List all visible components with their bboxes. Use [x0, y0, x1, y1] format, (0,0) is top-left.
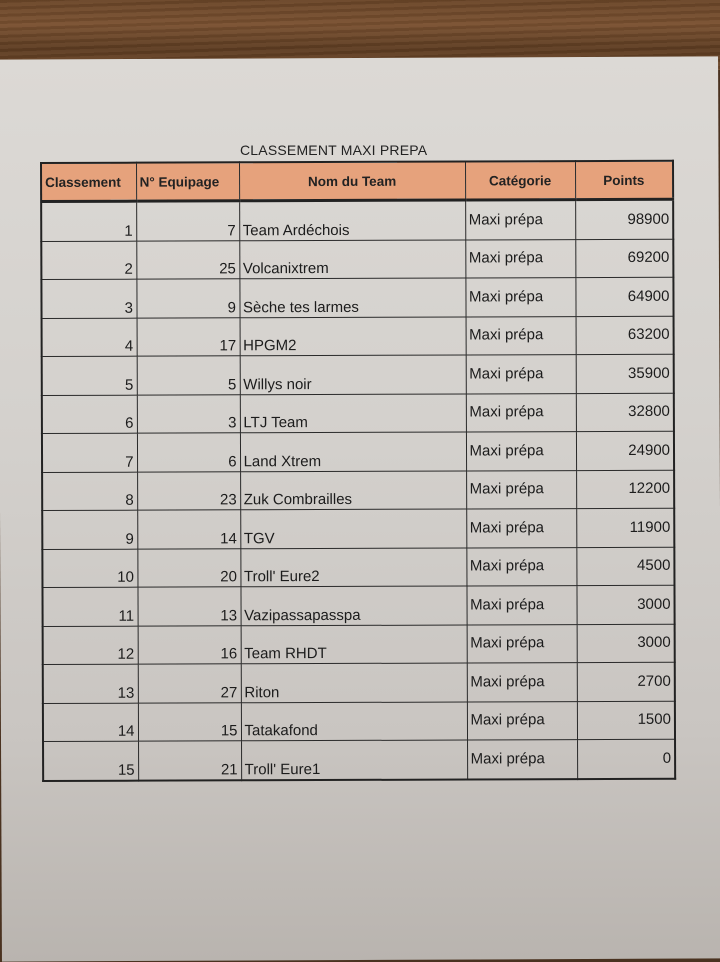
points-cell: 12200	[576, 470, 674, 509]
team-name-cell: HPGM2	[240, 317, 466, 356]
rank-cell: 2	[41, 241, 136, 280]
category-cell: Maxi prépa	[466, 316, 576, 355]
rank-cell: 13	[43, 664, 138, 703]
column-header-points: Points	[575, 161, 673, 200]
team-name-cell: Zuk Combrailles	[240, 471, 466, 510]
team-name-cell: Willys noir	[240, 355, 466, 394]
crew-number-cell: 21	[138, 741, 241, 780]
team-name-cell: Riton	[241, 663, 467, 702]
crew-number-cell: 13	[137, 587, 240, 626]
rank-cell: 8	[42, 472, 137, 511]
crew-number-cell: 17	[137, 317, 240, 356]
points-cell: 3000	[576, 585, 674, 624]
points-cell: 0	[577, 739, 675, 778]
column-header-categorie: Catégorie	[465, 161, 575, 200]
category-cell: Maxi prépa	[465, 239, 575, 278]
rank-cell: 11	[42, 587, 137, 626]
team-name-cell: Team RHDT	[241, 625, 467, 664]
team-name-cell: Vazipassapasspa	[240, 586, 466, 625]
rank-cell: 10	[42, 549, 137, 588]
crew-number-cell: 5	[137, 356, 240, 395]
table-row	[43, 624, 675, 665]
crew-number-cell: 20	[137, 548, 240, 587]
category-cell: Maxi prépa	[467, 663, 577, 702]
crew-number-cell: 15	[138, 702, 241, 741]
category-cell: Maxi prépa	[466, 586, 576, 625]
table-row	[43, 662, 675, 703]
team-name-cell: Troll' Eure2	[240, 548, 466, 587]
crew-number-cell: 6	[137, 433, 240, 472]
table-row	[42, 393, 674, 434]
team-name-cell: Sèche tes larmes	[239, 278, 465, 317]
rank-cell: 6	[42, 395, 137, 434]
team-name-cell: Team Ardéchois	[239, 200, 465, 240]
team-name-cell: LTJ Team	[240, 394, 466, 433]
rank-cell: 4	[42, 318, 137, 357]
category-cell: Maxi prépa	[466, 547, 576, 586]
column-header-equipage: N° Equipage	[136, 162, 239, 201]
points-cell: 2700	[577, 662, 675, 701]
category-cell: Maxi prépa	[465, 278, 575, 317]
table-row	[42, 431, 674, 472]
page-title: CLASSEMENT MAXI PREPA	[240, 142, 428, 158]
team-name-cell: Tatakafond	[241, 702, 467, 741]
table-row	[42, 585, 674, 626]
table-row	[43, 739, 675, 780]
rank-cell: 15	[43, 741, 138, 780]
table-row	[42, 547, 674, 588]
category-cell: Maxi prépa	[465, 200, 575, 240]
team-name-cell: Troll' Eure1	[241, 740, 467, 780]
rank-cell: 12	[43, 626, 138, 665]
points-cell: 32800	[576, 393, 674, 432]
points-cell: 3000	[577, 624, 675, 663]
crew-number-cell: 9	[136, 279, 239, 318]
table-row	[43, 701, 675, 742]
points-cell: 64900	[575, 277, 673, 316]
rank-cell: 7	[42, 433, 137, 472]
table-row	[42, 316, 674, 357]
category-cell: Maxi prépa	[466, 470, 576, 509]
rank-cell: 9	[42, 510, 137, 549]
category-cell: Maxi prépa	[466, 393, 576, 432]
points-cell: 4500	[576, 547, 674, 586]
points-cell: 11900	[576, 508, 674, 547]
crew-number-cell: 14	[137, 510, 240, 549]
ranking-table	[40, 160, 676, 782]
table-row	[41, 199, 673, 241]
crew-number-cell: 23	[137, 471, 240, 510]
points-cell: 98900	[575, 199, 673, 239]
category-cell: Maxi prépa	[467, 624, 577, 663]
team-name-cell: Land Xtrem	[240, 432, 466, 471]
column-header-classement: Classement	[41, 163, 136, 202]
points-cell: 24900	[576, 431, 674, 470]
category-cell: Maxi prépa	[467, 701, 577, 740]
crew-number-cell: 16	[138, 625, 241, 664]
crew-number-cell: 25	[136, 240, 239, 279]
rank-cell: 5	[42, 356, 137, 395]
crew-number-cell: 27	[138, 664, 241, 703]
rank-cell: 3	[41, 279, 136, 318]
crew-number-cell: 7	[136, 201, 239, 241]
points-cell: 1500	[577, 701, 675, 740]
crew-number-cell: 3	[137, 394, 240, 433]
table-header-row	[41, 161, 673, 202]
points-cell: 69200	[575, 239, 673, 278]
table-row	[42, 508, 674, 549]
points-cell: 35900	[576, 354, 674, 393]
table-row	[42, 470, 674, 511]
category-cell: Maxi prépa	[466, 432, 576, 471]
rank-cell: 14	[43, 703, 138, 742]
category-cell: Maxi prépa	[467, 740, 577, 779]
category-cell: Maxi prépa	[466, 355, 576, 394]
points-cell: 63200	[576, 316, 674, 355]
table-row	[41, 239, 673, 280]
table-row	[41, 277, 673, 318]
rank-cell: 1	[41, 201, 136, 241]
category-cell: Maxi prépa	[466, 509, 576, 548]
team-name-cell: Volcanixtrem	[239, 240, 465, 279]
column-header-team: Nom du Team	[239, 162, 465, 201]
team-name-cell: TGV	[240, 509, 466, 548]
table-row	[42, 354, 674, 395]
